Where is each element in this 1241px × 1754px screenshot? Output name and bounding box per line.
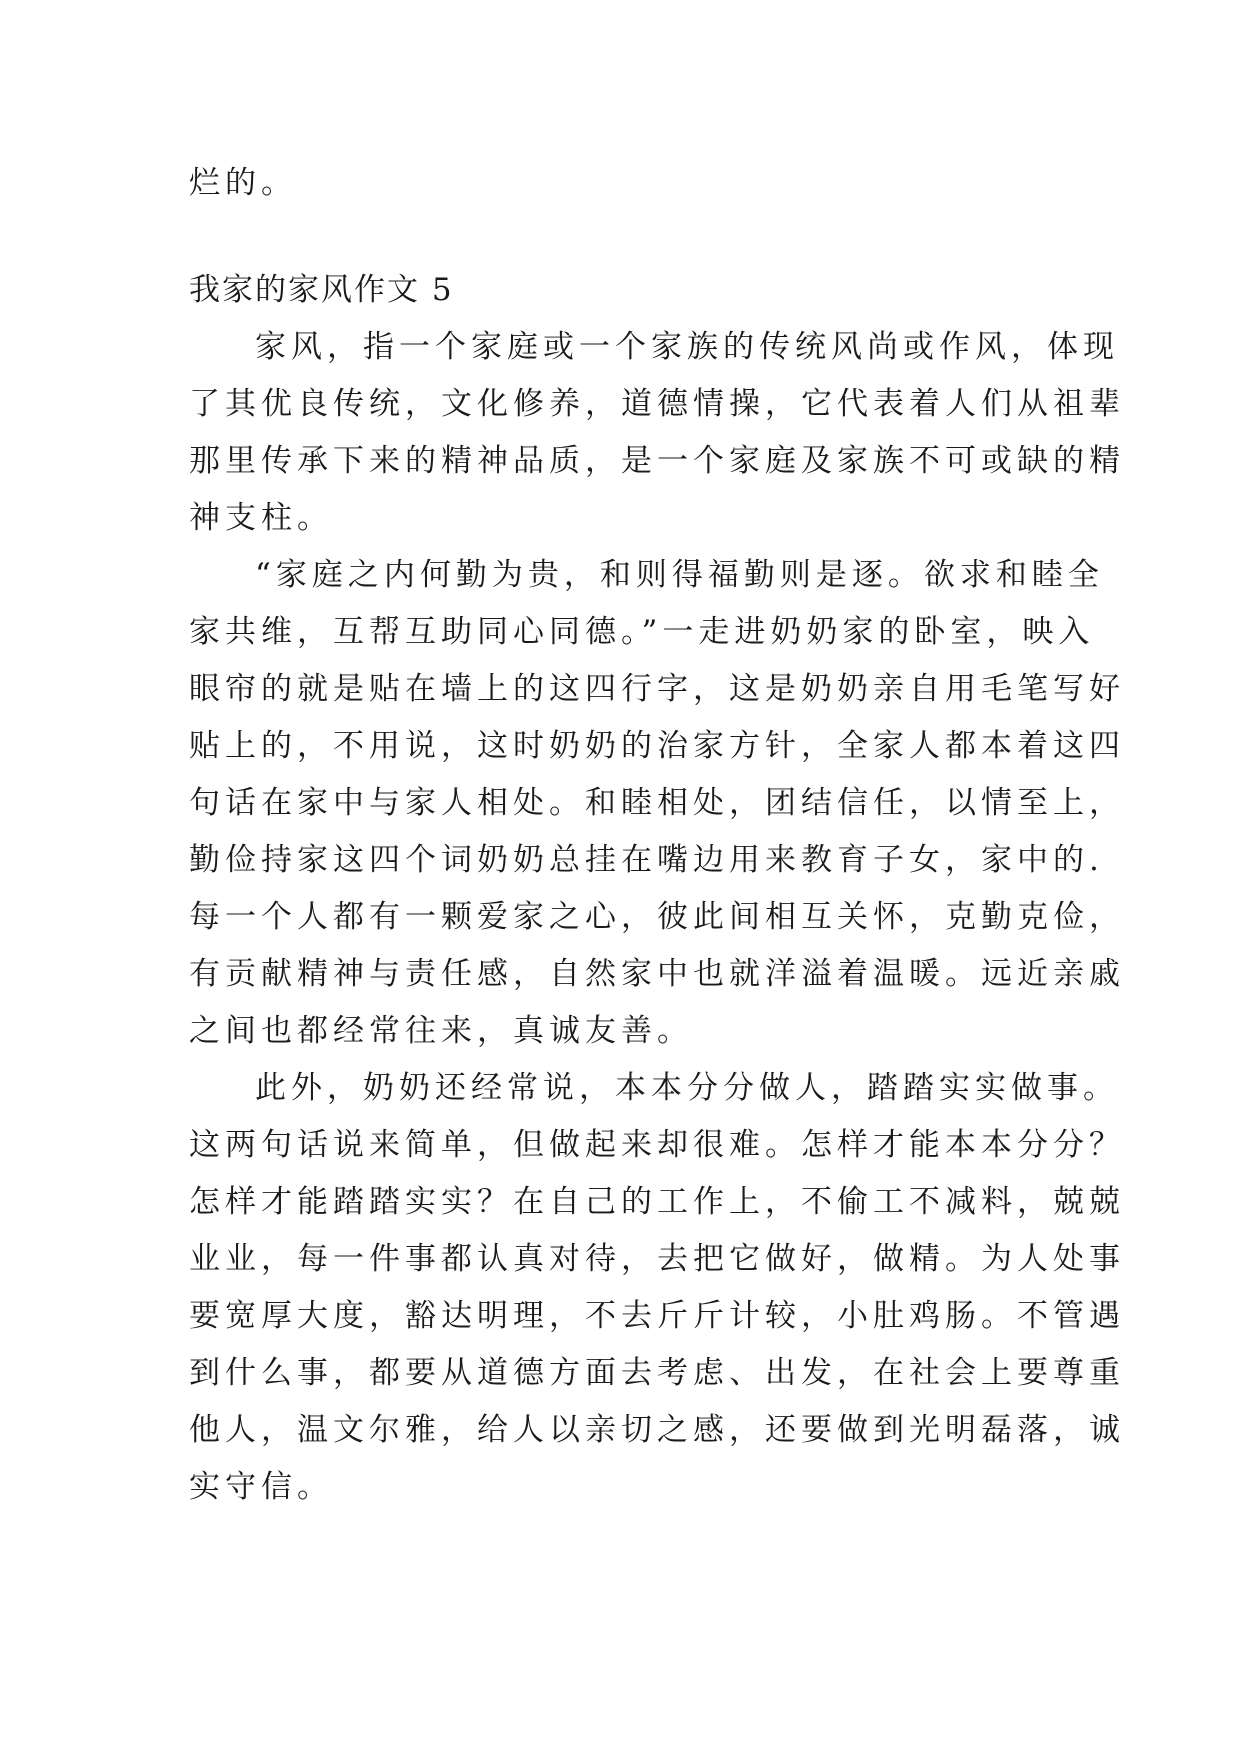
paragraph-2-line-8: 有贡献精神与责任感，自然家中也就洋溢着温暖。远近亲戚	[189, 956, 1125, 992]
paragraph-3-line-6: 到什么事，都要从道德方面去考虑、出发，在社会上要尊重	[189, 1355, 1125, 1391]
paragraph-2-line-6: 勤俭持家这四个词奶奶总挂在嘴边用来教育子女，家中的.	[189, 842, 1104, 878]
continuation-line: 烂的。	[189, 165, 297, 201]
paragraph-3-line-1: 此外，奶奶还经常说，本本分分做人，踏踏实实做事。	[255, 1070, 1119, 1106]
section-gap	[189, 212, 1059, 262]
paragraph-3-line-5: 要宽厚大度，豁达明理，不去斤斤计较，小肚鸡肠。不管遇	[189, 1298, 1125, 1334]
paragraph-3-line-7: 他人，温文尔雅，给人以亲切之感，还要做到光明磊落，诚	[189, 1412, 1125, 1448]
section-heading: 我家的家风作文 5	[189, 272, 454, 308]
paragraph-2-line-4: 贴上的，不用说，这时奶奶的治家方针，全家人都本着这四	[189, 728, 1125, 764]
paragraph-1-line-4: 神支柱。	[189, 500, 333, 536]
paragraph-2-line-9: 之间也都经常往来，真诚友善。	[189, 1013, 693, 1049]
paragraph-1-line-2: 了其优良传统，文化修养，道德情操，它代表着人们从祖辈	[189, 386, 1125, 422]
paragraph-3-line-4: 业业，每一件事都认真对待，去把它做好，做精。为人处事	[189, 1241, 1125, 1277]
paragraph-2-line-1: “家庭之内何勤为贵，和则得福勤则是逐。欲求和睦全	[255, 557, 1104, 593]
paragraph-3-line-8: 实守信。	[189, 1469, 333, 1505]
document-body	[189, 155, 1125, 1516]
paragraph-2-line-7: 每一个人都有一颗爱家之心，彼此间相互关怀，克勤克俭，	[189, 899, 1125, 935]
paragraph-1-line-1: 家风，指一个家庭或一个家族的传统风尚或作风，体现	[255, 329, 1119, 365]
paragraph-3-line-3: 怎样才能踏踏实实？在自己的工作上，不偷工不减料，兢兢	[189, 1184, 1125, 1220]
paragraph-1-line-3: 那里传承下来的精神品质，是一个家庭及家族不可或缺的精	[189, 443, 1125, 479]
paragraph-2-line-5: 句话在家中与家人相处。和睦相处，团结信任，以情至上，	[189, 785, 1125, 821]
paragraph-2-line-2: 家共维，互帮互助同心同德。”一走进奶奶家的卧室，映入	[189, 614, 1095, 650]
paragraph-3-line-2: 这两句话说来简单，但做起来却很难。怎样才能本本分分？	[189, 1127, 1125, 1163]
paragraph-2-line-3: 眼帘的就是贴在墙上的这四行字，这是奶奶亲自用毛笔写好	[189, 671, 1125, 707]
